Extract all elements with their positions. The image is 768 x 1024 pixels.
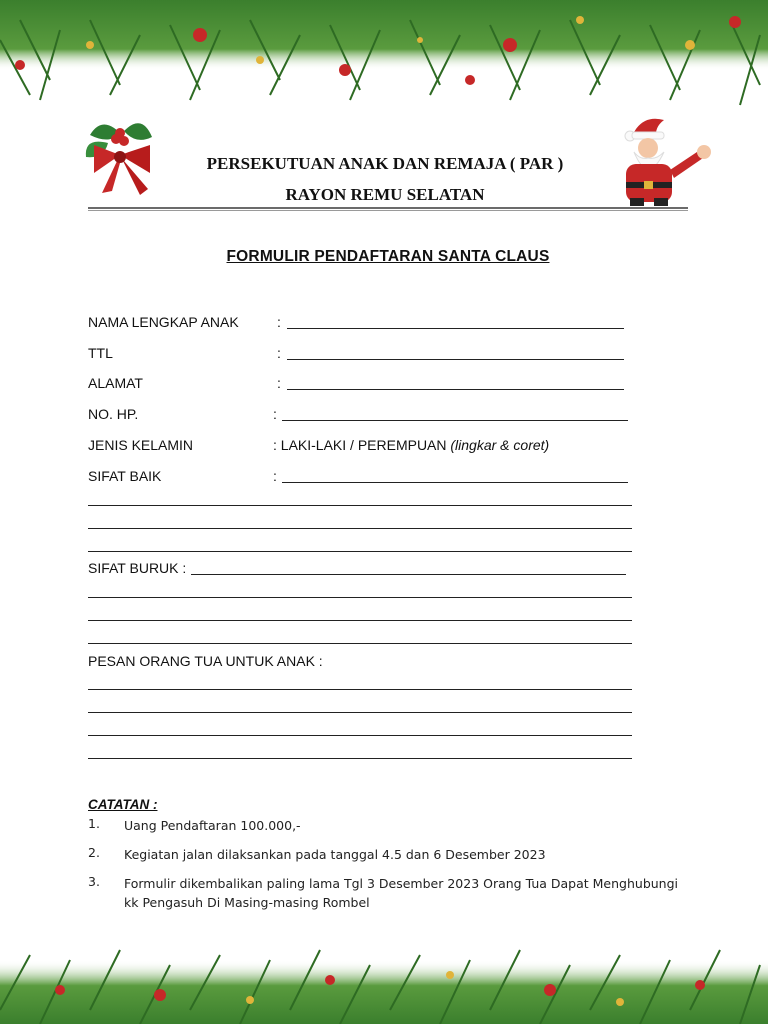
note-number: 3. xyxy=(88,874,100,889)
pesan-line-1[interactable] xyxy=(88,676,632,690)
jenis-kelamin-options[interactable] xyxy=(273,437,549,453)
org-title-line2: RAYON REMU SELATAN xyxy=(285,185,485,204)
nama-label: NAMA LENGKAP ANAK xyxy=(88,314,239,330)
pesan-label: PESAN ORANG TUA UNTUK ANAK : xyxy=(88,653,323,669)
note-text: Uang Pendaftaran 100.000,- xyxy=(124,818,301,833)
sifat-baik-line-2[interactable] xyxy=(88,492,632,506)
sifat-baik-colon: : xyxy=(273,468,277,484)
sifat-buruk-label: SIFAT BURUK : xyxy=(88,560,187,576)
nohp-colon: : xyxy=(273,406,277,422)
jenis-kelamin-label: JENIS KELAMIN xyxy=(88,437,194,453)
sifat-baik-line-4[interactable] xyxy=(88,538,632,552)
note-text: Kegiatan jalan dilaksankan pada tanggal 4.5 dan 6 Desember 2023 xyxy=(124,847,546,862)
note-number: 2. xyxy=(88,845,100,860)
pine-garland-top-icon xyxy=(0,0,768,115)
sifat-buruk-line-3[interactable] xyxy=(88,607,632,621)
alamat-colon: : xyxy=(277,375,281,391)
notes-heading: CATATAN : xyxy=(88,797,158,812)
ttl-colon: : xyxy=(277,345,281,361)
ttl-label: TTL xyxy=(88,345,113,361)
alamat-label: ALAMAT xyxy=(88,375,143,391)
header-divider xyxy=(88,207,688,211)
jenis-kelamin-hint: (lingkar & coret) xyxy=(450,437,550,453)
nohp-input-line[interactable] xyxy=(282,407,628,421)
pesan-line-4[interactable] xyxy=(88,745,632,759)
holly-bow-icon xyxy=(80,115,162,197)
sifat-buruk-line-2[interactable] xyxy=(88,584,632,598)
nama-input-line[interactable] xyxy=(287,315,624,329)
jenis-kelamin-value: : LAKI-LAKI / PEREMPUAN xyxy=(273,437,447,453)
nohp-label: NO. HP. xyxy=(88,406,139,422)
note-text: Formulir dikembalikan paling lama Tgl 3 Desember 2023 Orang Tua Dapat Menghubungi kk Pengasuh Di Masing-masing Rombel xyxy=(124,876,679,910)
ttl-input-line[interactable] xyxy=(287,346,624,360)
pine-garland-bottom-icon xyxy=(0,940,768,1024)
note-number: 1. xyxy=(88,816,100,831)
sifat-buruk-input-line[interactable] xyxy=(191,561,626,575)
santa-claus-icon xyxy=(612,112,714,208)
christmas-garland-bottom xyxy=(0,940,768,1024)
alamat-input-line[interactable] xyxy=(287,376,624,390)
sifat-baik-label: SIFAT BAIK xyxy=(88,468,162,484)
pesan-line-3[interactable] xyxy=(88,722,632,736)
sifat-baik-line-3[interactable] xyxy=(88,515,632,529)
christmas-garland-top xyxy=(0,0,768,115)
sifat-baik-input-line[interactable] xyxy=(282,469,628,483)
form-title: FORMULIR PENDAFTARAN SANTA CLAUS xyxy=(226,248,550,265)
org-title-line1: PERSEKUTUAN ANAK DAN REMAJA ( PAR ) xyxy=(206,154,564,173)
sifat-buruk-line-4[interactable] xyxy=(88,630,632,644)
pesan-line-2[interactable] xyxy=(88,699,632,713)
nama-colon: : xyxy=(277,314,281,330)
